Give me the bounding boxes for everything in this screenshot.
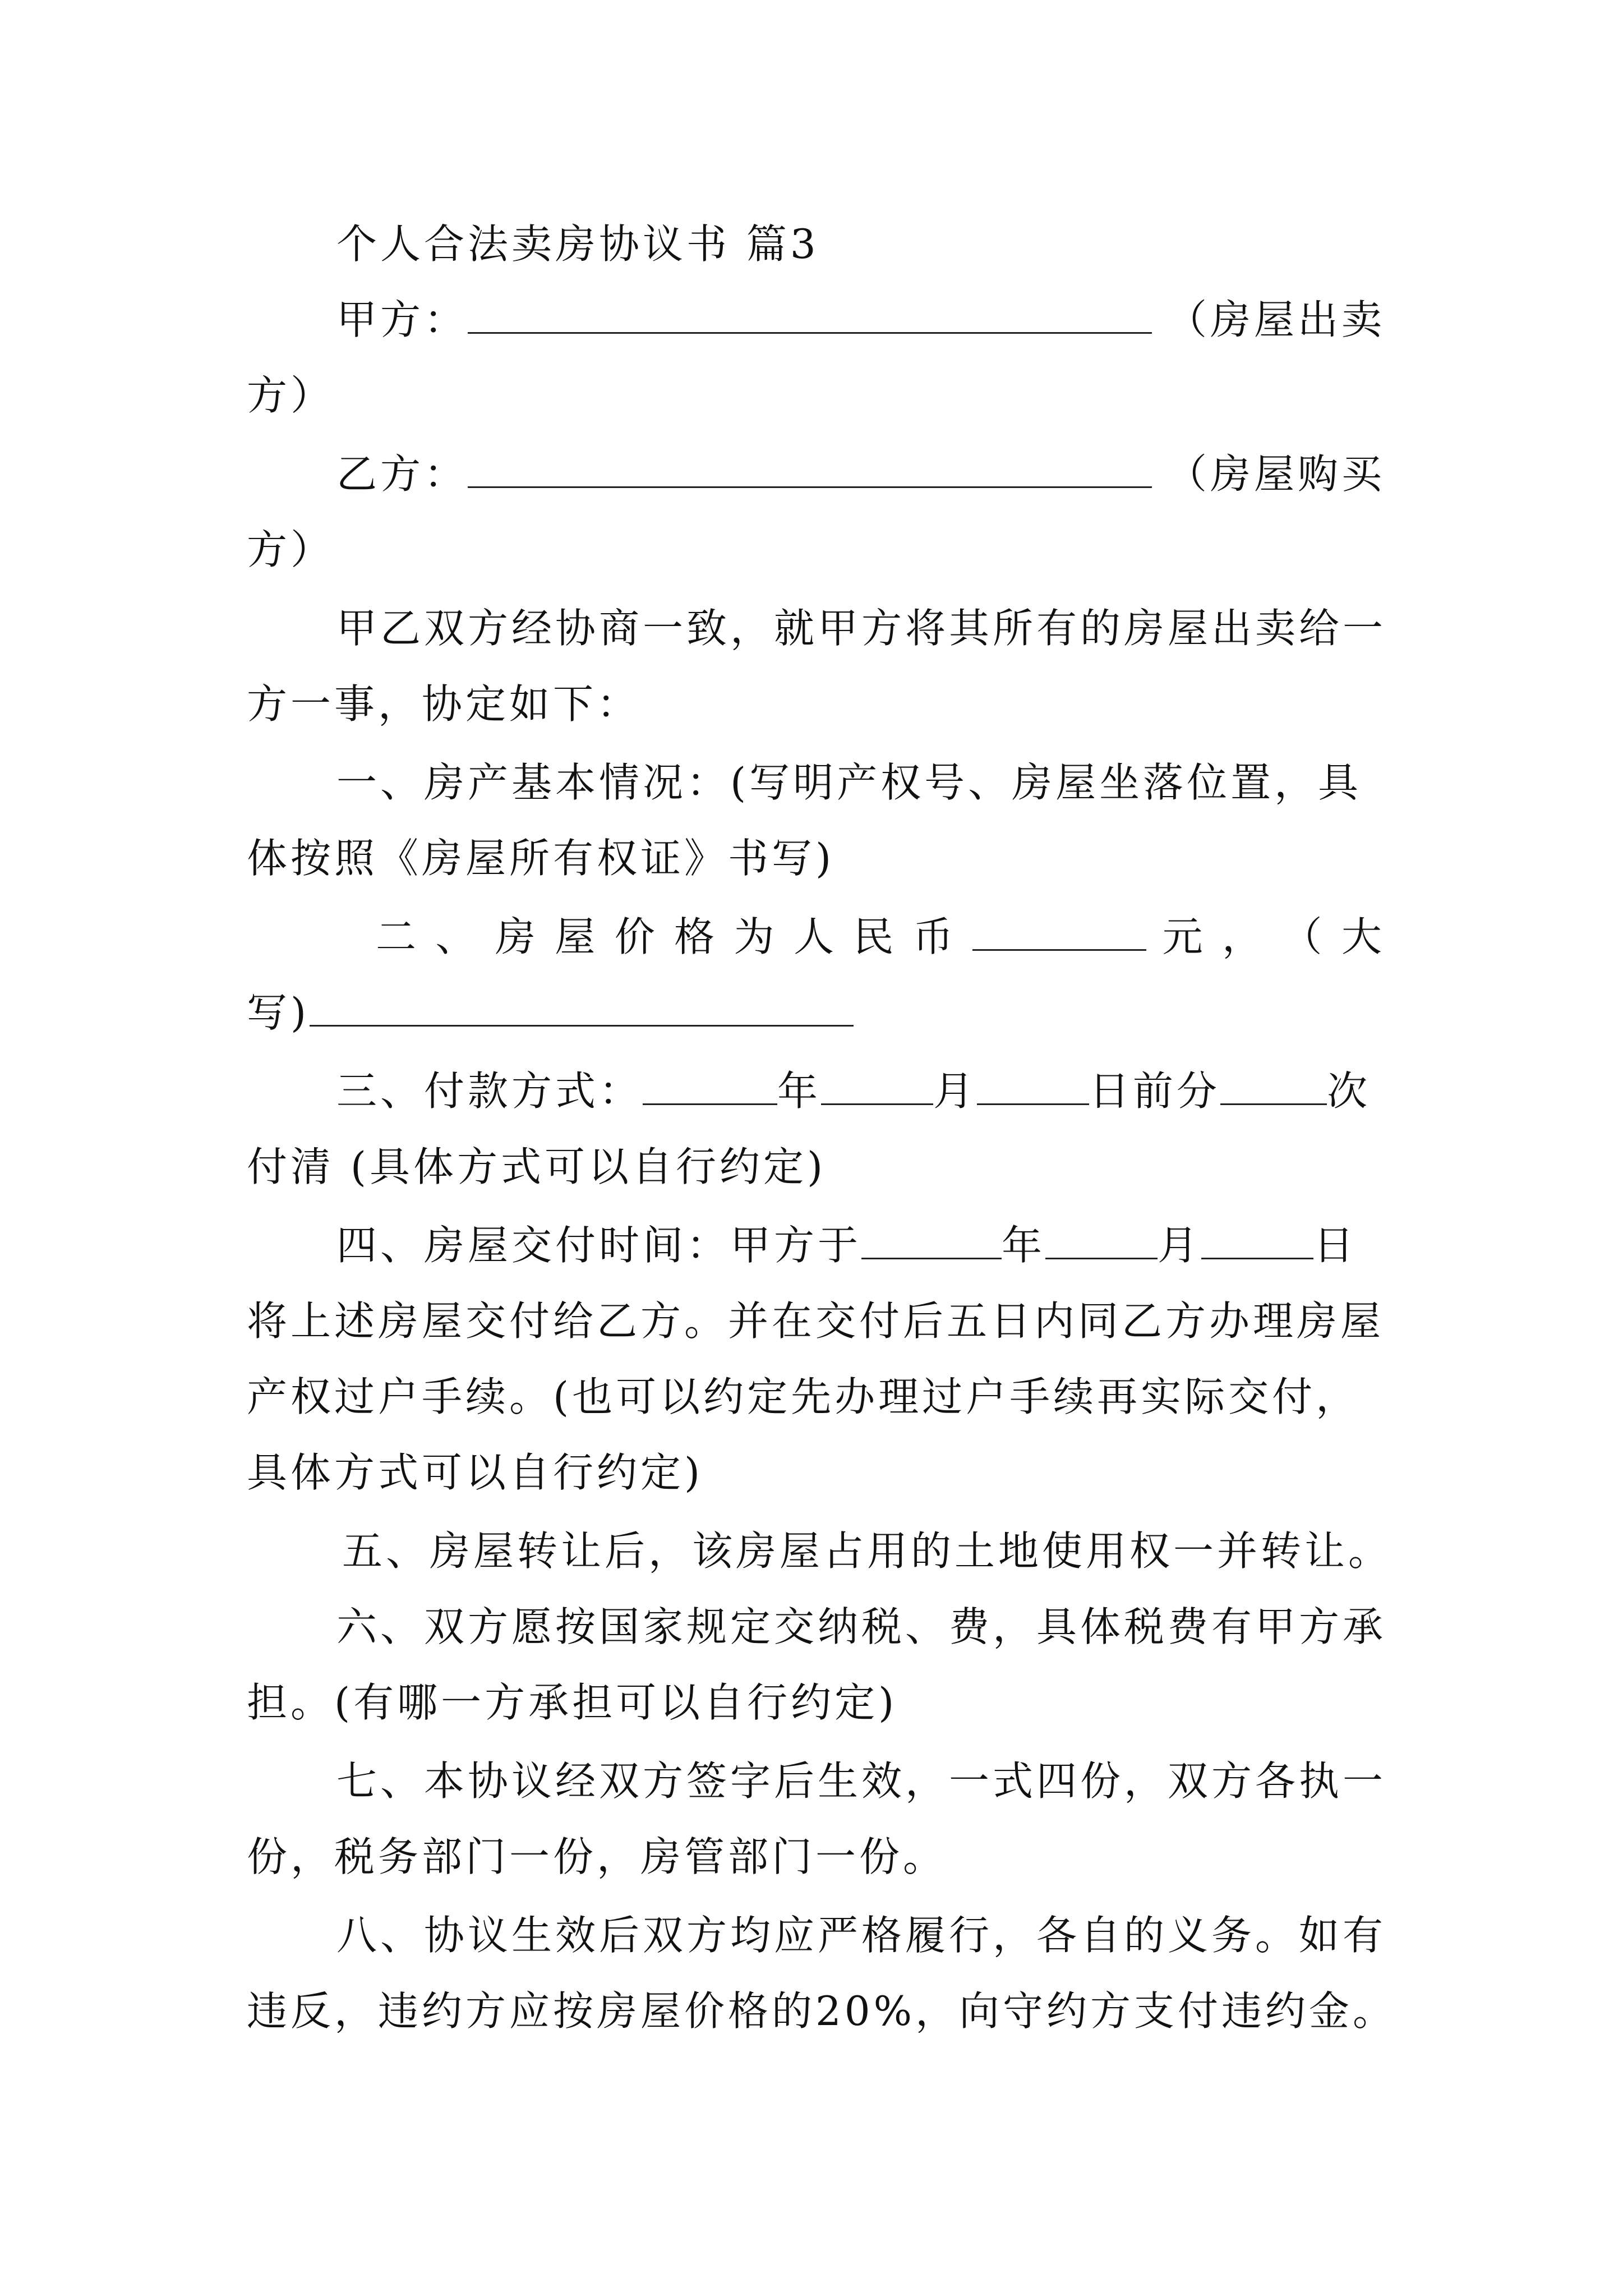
payment-day-blank[interactable]	[977, 1064, 1089, 1105]
yuan-label: 元	[1162, 913, 1206, 960]
clause-8-line-1: 八、协议生效后双方均应严格履行，各自的义务。如有	[336, 1912, 1387, 1959]
clause-5-line-1: 五、房屋转让后，该房屋占用的土地使用权一并转让。	[342, 1527, 1393, 1575]
times-label: 次	[1327, 1068, 1371, 1115]
comma: ，	[1222, 913, 1266, 960]
payment-label: 三、付款方式：	[336, 1068, 643, 1115]
delivery-day-blank[interactable]	[1201, 1218, 1313, 1259]
da-label: 大	[1341, 913, 1385, 960]
party-a-label: 甲方：	[336, 296, 468, 343]
clause-1-line-2: 体按照《房屋所有权证》书写)	[247, 835, 835, 882]
clause-2-char: 房	[495, 913, 539, 960]
document-title: 个人合法卖房协议书 篇3	[336, 220, 819, 268]
party-b-role: （房屋购买	[1166, 450, 1385, 498]
clause-4-line-2: 将上述房屋交付给乙方。并在交付后五日内同乙方办理房屋	[247, 1297, 1385, 1345]
party-a-blank[interactable]	[468, 293, 1152, 334]
month-label: 月	[933, 1068, 978, 1115]
payment-year-blank[interactable]	[643, 1064, 777, 1105]
clause-6-line-1: 六、双方愿按国家规定交纳税、费，具体税费有甲方承	[336, 1603, 1387, 1650]
party-b-role-cont: 方）	[247, 526, 335, 573]
clause-2-char: 价	[614, 913, 658, 960]
day-label: 日	[1313, 1222, 1358, 1269]
installments-blank[interactable]	[1220, 1064, 1327, 1105]
clause-7-line-1: 七、本协议经双方签字后生效，一式四份，双方各执一	[336, 1757, 1387, 1805]
clause-6-line-2: 担。(有哪一方承担可以自行约定)	[247, 1679, 898, 1726]
clause-1-line-1: 一、房产基本情况：(写明产权号、房屋坐落位置，具	[336, 759, 1362, 806]
clause-2-char: 为	[734, 913, 778, 960]
year-label: 年	[1002, 1222, 1046, 1269]
month-label: 月	[1158, 1222, 1202, 1269]
delivery-label: 四、房屋交付时间：甲方于	[336, 1222, 862, 1269]
clause-7-line-2: 份，税务部门一份，房管部门一份。	[247, 1833, 947, 1880]
price-in-words-blank[interactable]	[310, 986, 854, 1027]
clause-2-char: 币	[912, 913, 957, 960]
clause-2-char: 二	[376, 913, 420, 960]
clause-4-line-4: 具体方式可以自行约定)	[247, 1449, 704, 1496]
party-a-line	[336, 292, 1385, 348]
xie-label: 写)	[247, 989, 310, 1036]
day-before-label: 日前分	[1089, 1068, 1221, 1115]
party-b-label: 乙方：	[336, 450, 468, 498]
open-paren: （	[1281, 913, 1326, 960]
price-blank[interactable]	[972, 910, 1146, 951]
clause-8-line-2: 违反，违约方应按房屋价格的20%，向守约方支付违约金。	[247, 1987, 1397, 2035]
clause-3-line-1	[336, 1063, 1385, 1119]
intro-line-1: 甲乙双方经协商一致，就甲方将其所有的房屋出卖给一	[336, 605, 1387, 652]
clause-4-line-1	[336, 1217, 1385, 1273]
party-b-blank[interactable]	[468, 447, 1152, 488]
clause-4-line-3: 产权过户手续。(也可以约定先办理过户手续再实际交付，	[247, 1373, 1360, 1420]
party-a-role: （房屋出卖	[1166, 296, 1385, 343]
payment-month-blank[interactable]	[821, 1064, 933, 1105]
year-label: 年	[777, 1068, 822, 1115]
clause-2-char: 格	[674, 913, 718, 960]
clause-2-char: 民	[853, 913, 897, 960]
clause-2-char: 人	[793, 913, 837, 960]
clause-2-line-1	[376, 909, 1385, 965]
clause-2-char: 屋	[555, 913, 599, 960]
clause-2-line-2	[247, 984, 1385, 1041]
intro-line-2: 方一事，协定如下：	[247, 680, 641, 728]
delivery-month-blank[interactable]	[1045, 1218, 1158, 1259]
party-b-line	[336, 446, 1385, 502]
delivery-year-blank[interactable]	[861, 1218, 1002, 1259]
party-a-role-cont: 方）	[247, 372, 335, 419]
clause-2-char: 、	[435, 913, 479, 960]
clause-3-line-2: 付清 (具体方式可以自行约定)	[247, 1143, 827, 1190]
